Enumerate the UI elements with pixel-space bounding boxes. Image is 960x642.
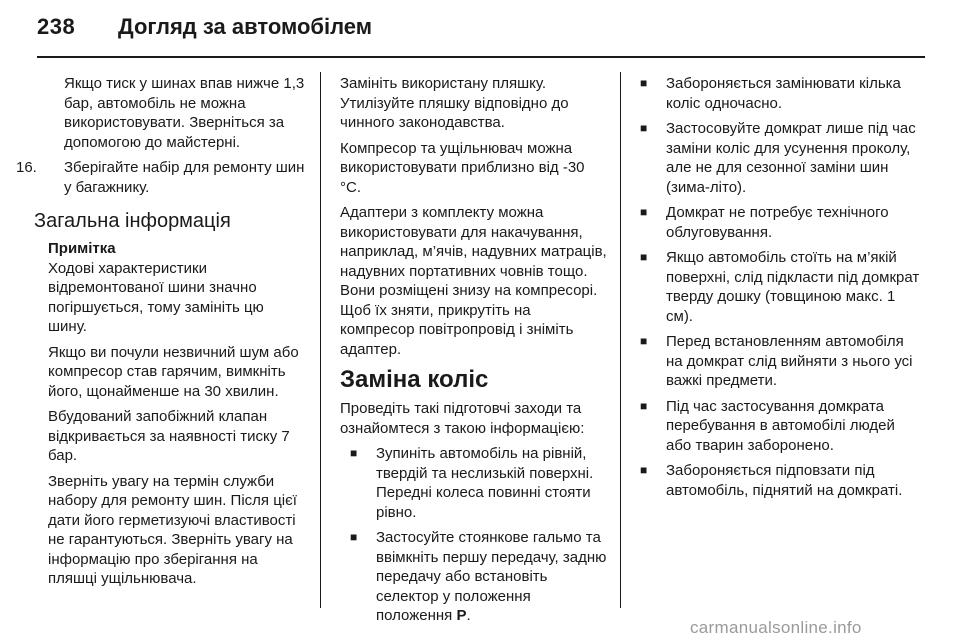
column-3 [640,74,920,506]
square-bullet-icon: ■ [350,446,358,460]
bullet-list [640,74,920,500]
square-bullet-icon: ■ [350,530,358,544]
section-heading-wheel-change: Заміна коліс [340,366,489,393]
list-item [640,332,920,391]
list-item [640,397,920,456]
paragraph: Вбудований запобіжний клапан відкривається за наявності тиску 7 бар. [48,408,290,464]
list-item-text: Перед встановленням автомобіля на домкрат слід вийняти з нього усі важкі предмети. [666,333,913,389]
page-number: 238 [37,14,76,39]
item-number: 16. [16,159,37,176]
page-header [0,0,960,62]
list-item [640,119,920,197]
list-item-text: Зупиніть автомобіль на рівній, твердій та неслизькій поверхні. Передні колеса повинні стояти рівно. [376,445,594,521]
column-2 [340,74,608,632]
list-item-text [376,528,608,626]
continued-paragraph: Якщо тиск у шинах впав нижче 1,3 бар, автомобіль не можна використовувати. Зверніться за допомогою до майстерні. [64,75,305,151]
header-rule [37,56,925,58]
note-label: Примітка [48,240,116,257]
square-bullet-icon: ■ [640,334,648,348]
list-item [640,74,920,113]
paragraph: Якщо ви почули незвичний шум або компресор став гарячим, вимкніть його, щонайменше на 30 хвилин. [48,343,299,400]
intro-paragraph: Проведіть такі підготовчі заходи та ознайомтеся з такою інформацією: [340,400,585,437]
list-item [340,528,608,626]
bullet-list [340,444,608,626]
square-bullet-icon: ■ [640,121,648,135]
square-bullet-icon: ■ [640,463,648,477]
square-bullet-icon: ■ [640,398,648,413]
paragraph: Адаптери з комплекту можна використовувати для накачування, наприклад, м’ячів, надувних матраців, надувних портативних човнів тощо. Вони розміщені знизу на компресорі. Щоб їх зняти, прикрутіть на компресор повітропровід і зніміть адаптер. [340,204,607,358]
paragraph: Зверніть увагу на термін служби набору для ремонту шин. Після цієї дати його герметизуючі властивості не гарантуються. Зверніть увагу на інформацію про зберігання на пляшці ущільнювача. [48,472,297,587]
list-item-text-main: Застосуйте стоянкове гальмо та ввімкніть першу передачу, задню передачу або встановіть селектор у положення положення [376,529,607,624]
column-divider-1 [320,72,321,608]
selector-position-p: P [456,607,467,624]
item-text: Зберігайте набір для ремонту шин у багажнику. [64,159,305,196]
numbered-item-16 [16,158,306,197]
square-bullet-icon: ■ [640,205,648,219]
section-heading-general-info: Загальна інформація [34,210,231,232]
paragraph: Замініть використану пляшку. Утилізуйте пляшку відповідно до чинного законодавства. [340,75,569,131]
list-item [340,444,608,522]
page-title: Догляд за автомобілем [118,14,373,39]
watermark-link[interactable]: carmanualsonline.info [690,618,862,637]
note-text: Ходові характеристики відремонтованої шини значно погіршується, тому замініть цю шину. [48,259,264,335]
list-item [640,461,920,500]
list-item [640,248,920,326]
list-item-text: Під час застосування домкрата перебування в автомобілі людей або тварин заборонено. [666,397,895,454]
column-divider-2 [620,72,621,608]
list-item-text: Якщо автомобіль стоїть на м’якій поверхні, слід підкласти під домкрат тверду дошку (товщиною макс. 1 см). [666,249,920,325]
list-item-text: Забороняється замінювати кілька коліс одночасно. [666,75,901,112]
square-bullet-icon: ■ [640,250,648,264]
paragraph: Компресор та ущільнювач можна використовувати приблизно від -30 °C. [340,139,585,196]
list-item [640,203,920,242]
list-item-text: Домкрат не потребує технічного облуговування. [666,204,889,241]
column-1 [16,74,306,595]
square-bullet-icon: ■ [640,76,648,90]
list-item-text: Забороняється підповзати під автомобіль, піднятий на домкраті. [666,462,903,499]
list-item-text: Застосовуйте домкрат лише під час заміни коліс для усунення проколу, але не для сезонної заміни шин (зима-літо). [666,120,916,196]
list-item-text-end: . [466,607,471,624]
